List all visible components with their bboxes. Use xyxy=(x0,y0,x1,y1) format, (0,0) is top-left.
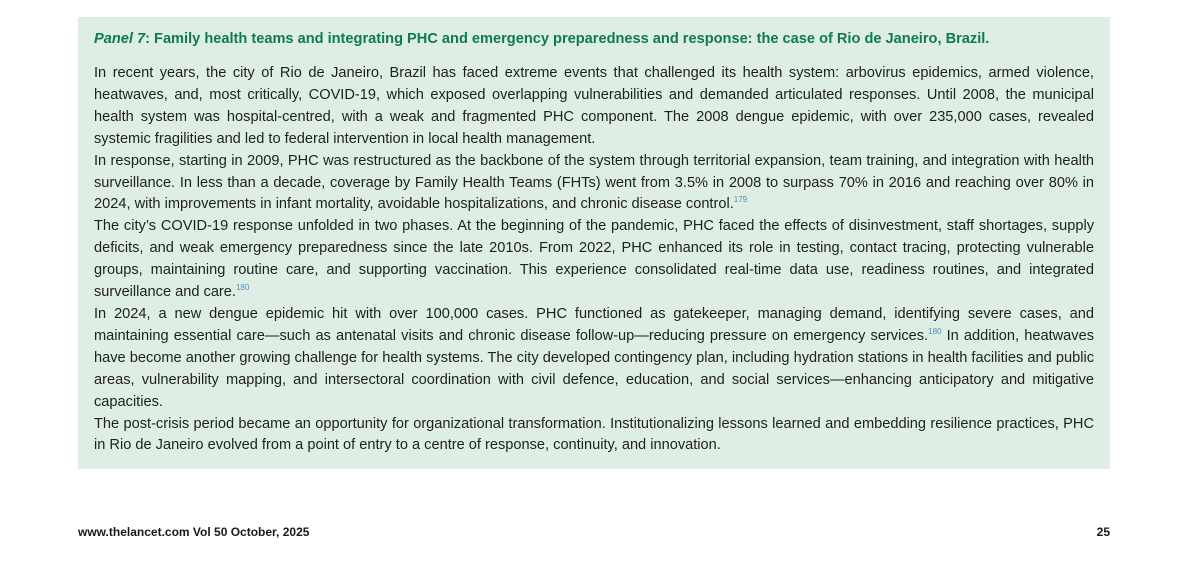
panel-title-separator: : xyxy=(145,31,155,47)
panel-body xyxy=(94,63,1094,457)
paragraph-text: In response, starting in 2009, PHC was restructured as the backbone of the system through territorial expansion, team training, and integration with health surveillance. In less than a decade, coverage by Family Health Teams (FHTs) went from 3.5% in 2008 to surpass 70% in 2016 and reaching over 80% in 2024, with improvements in infant mortality, avoidable hospitalizations, and chronic disease control. xyxy=(94,152,1094,213)
paragraph-4 xyxy=(94,304,1094,414)
paragraph-text: In recent years, the city of Rio de Janeiro, Brazil has faced extreme events that challenged its health system: arbovirus epidemics, armed violence, heatwaves, and, most critically, COVID-19, which exposed overlapping vulnerabilities and demanded articulated responses. Until 2008, the municipal health system was hospital-centred, with a weak and fragmented PHC component. The 2008 dengue epidemic, with over 235,000 cases, revealed systemic fragilities and led to federal intervention in local health management. xyxy=(94,65,1094,147)
panel-title-text: Family health teams and integrating PHC and emergency preparedness and response: the case of Rio de Janeiro, Brazil. xyxy=(154,31,990,47)
footer-journal-info: www.thelancet.com Vol 50 October, 2025 xyxy=(78,525,310,539)
paragraph-text: In 2024, a new dengue epidemic hit with over 100,000 cases. PHC functioned as gatekeeper, managing demand, identifying severe cases, and maintaining essential care—such as antenatal visits and chronic disease follow-up—reducing pressure on emergency services. xyxy=(94,305,1094,344)
reference-link-180[interactable]: 180 xyxy=(235,283,250,293)
paragraph-text: The post-crisis period became an opportunity for organizational transformation. Institutionalizing lessons learned and embedding resilience practices, PHC in Rio de Janeiro evolved from a point of entry to a centre of response, continuity, and innovation. xyxy=(94,415,1094,454)
reference-link-179[interactable]: 179 xyxy=(733,195,748,205)
paragraph-3 xyxy=(94,216,1094,304)
reference-link-180[interactable]: 180 xyxy=(928,326,942,336)
paragraph-text: The city’s COVID-19 response unfolded in two phases. At the beginning of the pandemic, PHC faced the effects of disinvestment, staff shortages, supply deficits, and weak emergency preparedness since the late 2010s. From 2022, PHC enhanced its role in testing, contact tracing, protecting vulnerable groups, maintaining routine care, and supporting vaccination. This experience consolidated real-time data use, readiness routines, and integrated surveillance and care. xyxy=(94,218,1094,301)
panel-box xyxy=(78,17,1110,469)
panel-label: Panel 7 xyxy=(94,31,146,47)
paragraph-text-continued: In addition, heatwaves have become another growing challenge for health systems. The city developed contingency plan, including hydration stations in health facilities and public areas, vulnerability mapping, and intersectoral coordination with civil defence, education, and social services—enhancing anticipatory and mitigative capacities. xyxy=(94,327,1094,410)
paragraph-2 xyxy=(94,151,1094,217)
footer-page-number: 25 xyxy=(1096,525,1110,539)
paragraph-1 xyxy=(94,63,1094,151)
paragraph-5 xyxy=(94,414,1094,458)
panel-title xyxy=(94,29,1094,49)
